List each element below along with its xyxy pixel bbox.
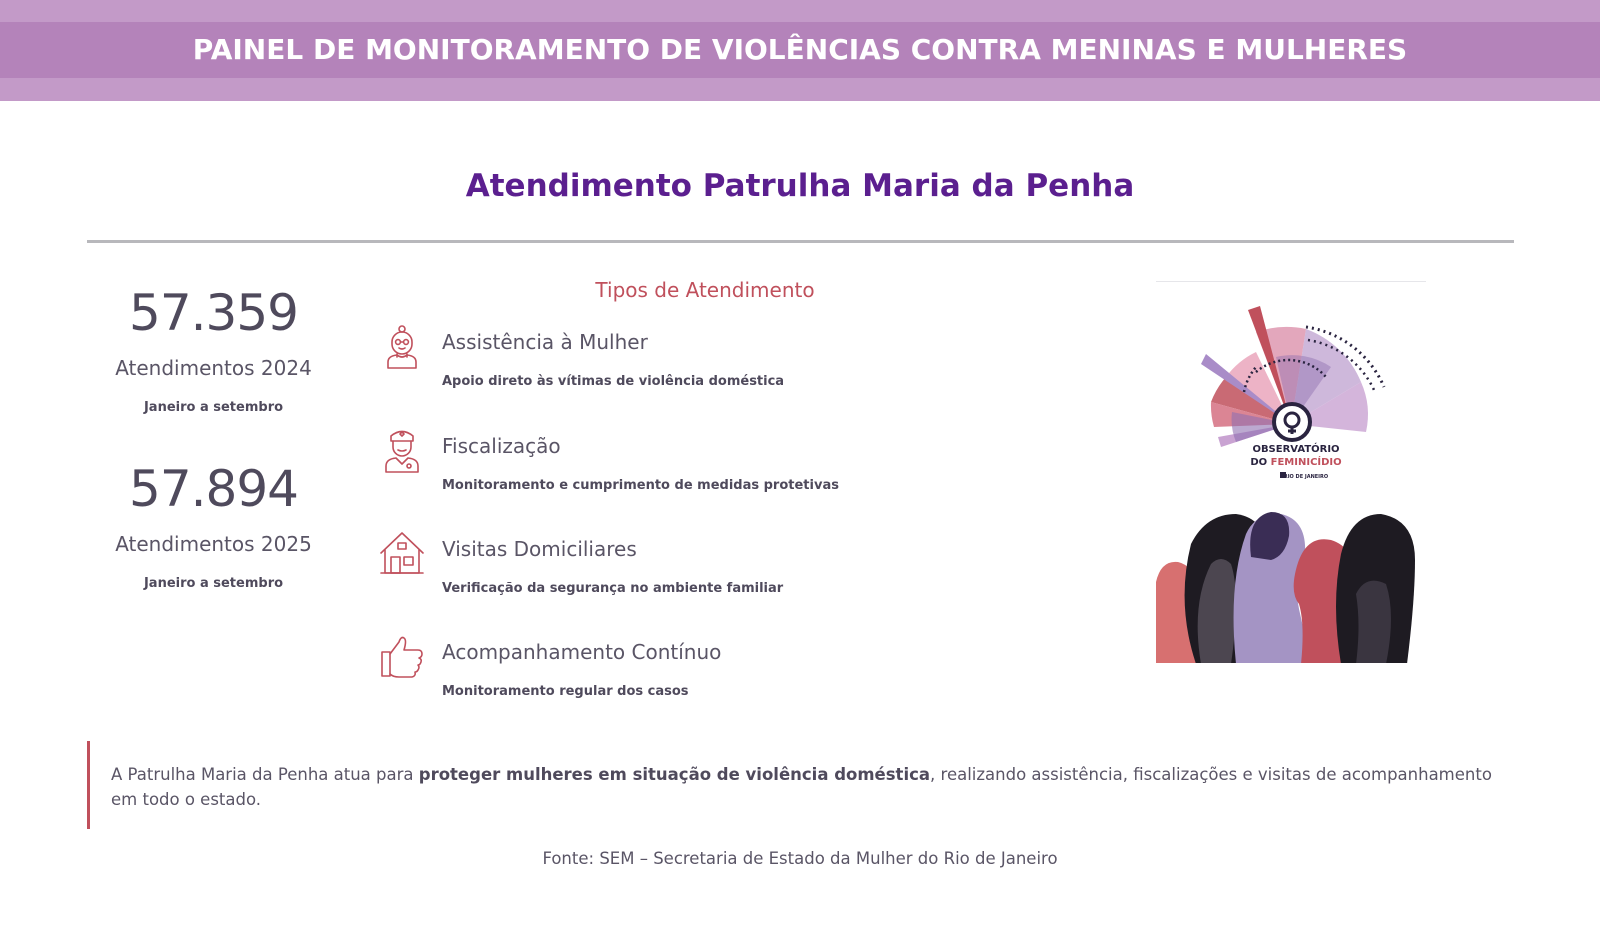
thumbs-up-icon xyxy=(378,632,426,680)
observatorio-poster xyxy=(1156,281,1426,663)
type-item-visitas xyxy=(378,529,938,619)
stat-label: Atendimentos 2025 xyxy=(115,532,312,556)
stat-value: 57.359 xyxy=(129,284,298,342)
stat-period: Janeiro a setembro xyxy=(143,400,284,415)
stat-card-2024 xyxy=(100,284,327,415)
poster-title-line1: OBSERVATÓRIO xyxy=(1252,444,1340,455)
note-prefix: A Patrulha Maria da Penha atua para xyxy=(111,765,419,784)
type-name: Acompanhamento Contínuo xyxy=(442,640,722,664)
type-name: Assistência à Mulher xyxy=(442,330,648,354)
note-highlight: proteger mulheres em situação de violência doméstica xyxy=(418,765,931,784)
poster-org: RIO DE JANEIRO xyxy=(1283,474,1329,480)
banner-title: PAINEL DE MONITORAMENTO DE VIOLÊNCIAS CONTRA MENINAS E MULHERES xyxy=(192,33,1408,66)
note-suffix: , realizando assistência, fiscalizações e visitas de acompanhamento em todo o estado. xyxy=(111,765,1492,809)
woman-icon xyxy=(378,322,426,370)
type-item-acompanhamento xyxy=(378,632,938,722)
female-symbol-icon xyxy=(1274,404,1310,440)
source-footer: Fonte: SEM – Secretaria de Estado da Mulher do Rio de Janeiro xyxy=(542,849,1058,868)
description-note xyxy=(87,741,1514,829)
stat-value: 57.894 xyxy=(129,460,298,518)
stat-period: Janeiro a setembro xyxy=(143,576,284,591)
police-officer-icon xyxy=(378,426,426,474)
type-description: Monitoramento regular dos casos xyxy=(442,684,689,699)
title-divider xyxy=(87,240,1514,243)
stat-label: Atendimentos 2024 xyxy=(115,356,312,380)
type-name: Fiscalização xyxy=(442,434,561,458)
women-silhouettes-graphic xyxy=(1156,512,1415,663)
type-description: Apoio direto às vítimas de violência doméstica xyxy=(442,374,785,389)
type-item-fiscalizacao xyxy=(378,426,938,516)
stat-card-2025 xyxy=(100,460,327,591)
page-title: Atendimento Patrulha Maria da Penha xyxy=(465,168,1135,204)
type-description: Verificação da segurança no ambiente familiar xyxy=(442,581,784,596)
types-title: Tipos de Atendimento xyxy=(595,278,815,302)
type-name: Visitas Domiciliares xyxy=(442,537,637,561)
type-item-assistencia xyxy=(378,322,938,412)
type-description: Monitoramento e cumprimento de medidas protetivas xyxy=(442,478,839,493)
house-icon xyxy=(378,529,426,577)
poster-title-line2: DO FEMINICÍDIO xyxy=(1250,457,1342,468)
header-banner xyxy=(0,0,1600,101)
